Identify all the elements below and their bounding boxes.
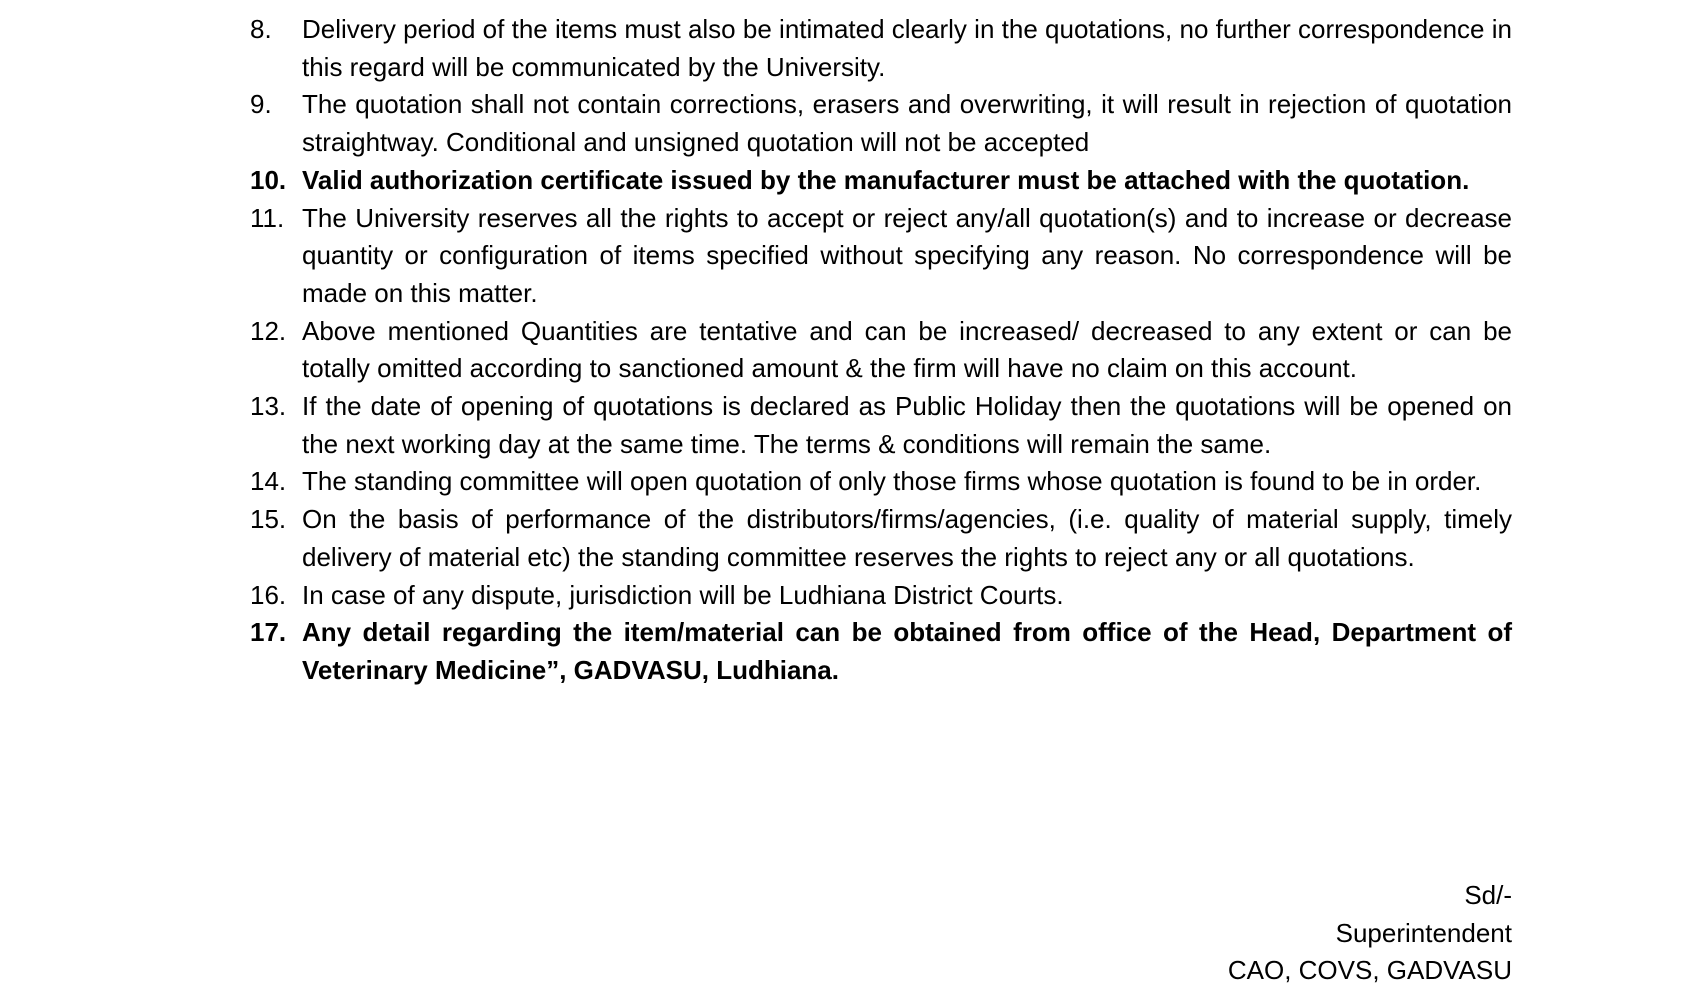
term-item-11 (250, 200, 1512, 313)
term-text: The University reserves all the rights to accept or reject any/all quotation(s) and to increase or decrease quantity or configuration of items specified without specifying any reason. No correspondence will be made on this matter. (302, 202, 1512, 308)
term-text: On the basis of performance of the distributors/firms/agencies, (i.e. quality of material supply, timely delivery of material etc) the standing committee reserves the rights to reject any or all quotations. (302, 504, 1512, 572)
term-item-10 (250, 162, 1512, 200)
term-number: 9. (250, 89, 272, 120)
signature-block (1228, 877, 1512, 990)
term-text: In case of any dispute, jurisdiction will be Ludhiana District Courts. (302, 579, 1064, 610)
term-number: 10. (250, 164, 287, 195)
term-item-16 (250, 577, 1512, 615)
signature-office: CAO, COVS, GADVASU (1227, 955, 1512, 986)
term-item-13 (250, 388, 1512, 463)
term-text: Above mentioned Quantities are tentative and can be increased/ decreased to any extent or can be totally omitted according to sanctioned amount & the firm will have no claim on this account. (302, 315, 1512, 384)
term-text: Any detail regarding the item/material can be obtained from office of the Head, Department of Veterinary Medicine”, GADVASU, Ludhiana. (302, 617, 1512, 685)
term-text: Delivery period of the items must also be intimated clearly in the quotations, no further correspondence in this regard will be communicated by the University. (302, 14, 1512, 82)
term-item-15 (250, 501, 1512, 576)
term-text: The standing committee will open quotation of only those firms whose quotation is found to be in order. (302, 466, 1482, 497)
term-number: 17. (250, 617, 287, 648)
term-number: 13. (250, 391, 287, 422)
term-number: 14. (250, 466, 287, 497)
term-item-12 (250, 313, 1512, 388)
term-item-17 (250, 614, 1512, 689)
term-text: If the date of opening of quotations is declared as Public Holiday then the quotations will be opened on the next working day at the same time. The terms & conditions will remain the same. (302, 391, 1512, 459)
signature-sd: Sd/- (1464, 880, 1512, 910)
signature-designation: Superintendent (1335, 917, 1512, 948)
term-number: 15. (250, 504, 287, 535)
term-number: 8. (250, 14, 272, 44)
term-item-9 (250, 86, 1512, 161)
term-text: Valid authorization certificate issued by the manufacturer must be attached with the quotation. (302, 164, 1470, 195)
term-number: 12. (250, 315, 287, 346)
term-item-14 (250, 463, 1512, 501)
term-text: The quotation shall not contain corrections, erasers and overwriting, it will result in rejection of quotation straightway. Conditional and unsigned quotation will not be accepted (302, 89, 1512, 158)
term-number: 16. (250, 579, 287, 610)
terms-list (250, 11, 1512, 690)
term-item-8 (250, 11, 1512, 86)
term-number: 11. (250, 202, 285, 233)
